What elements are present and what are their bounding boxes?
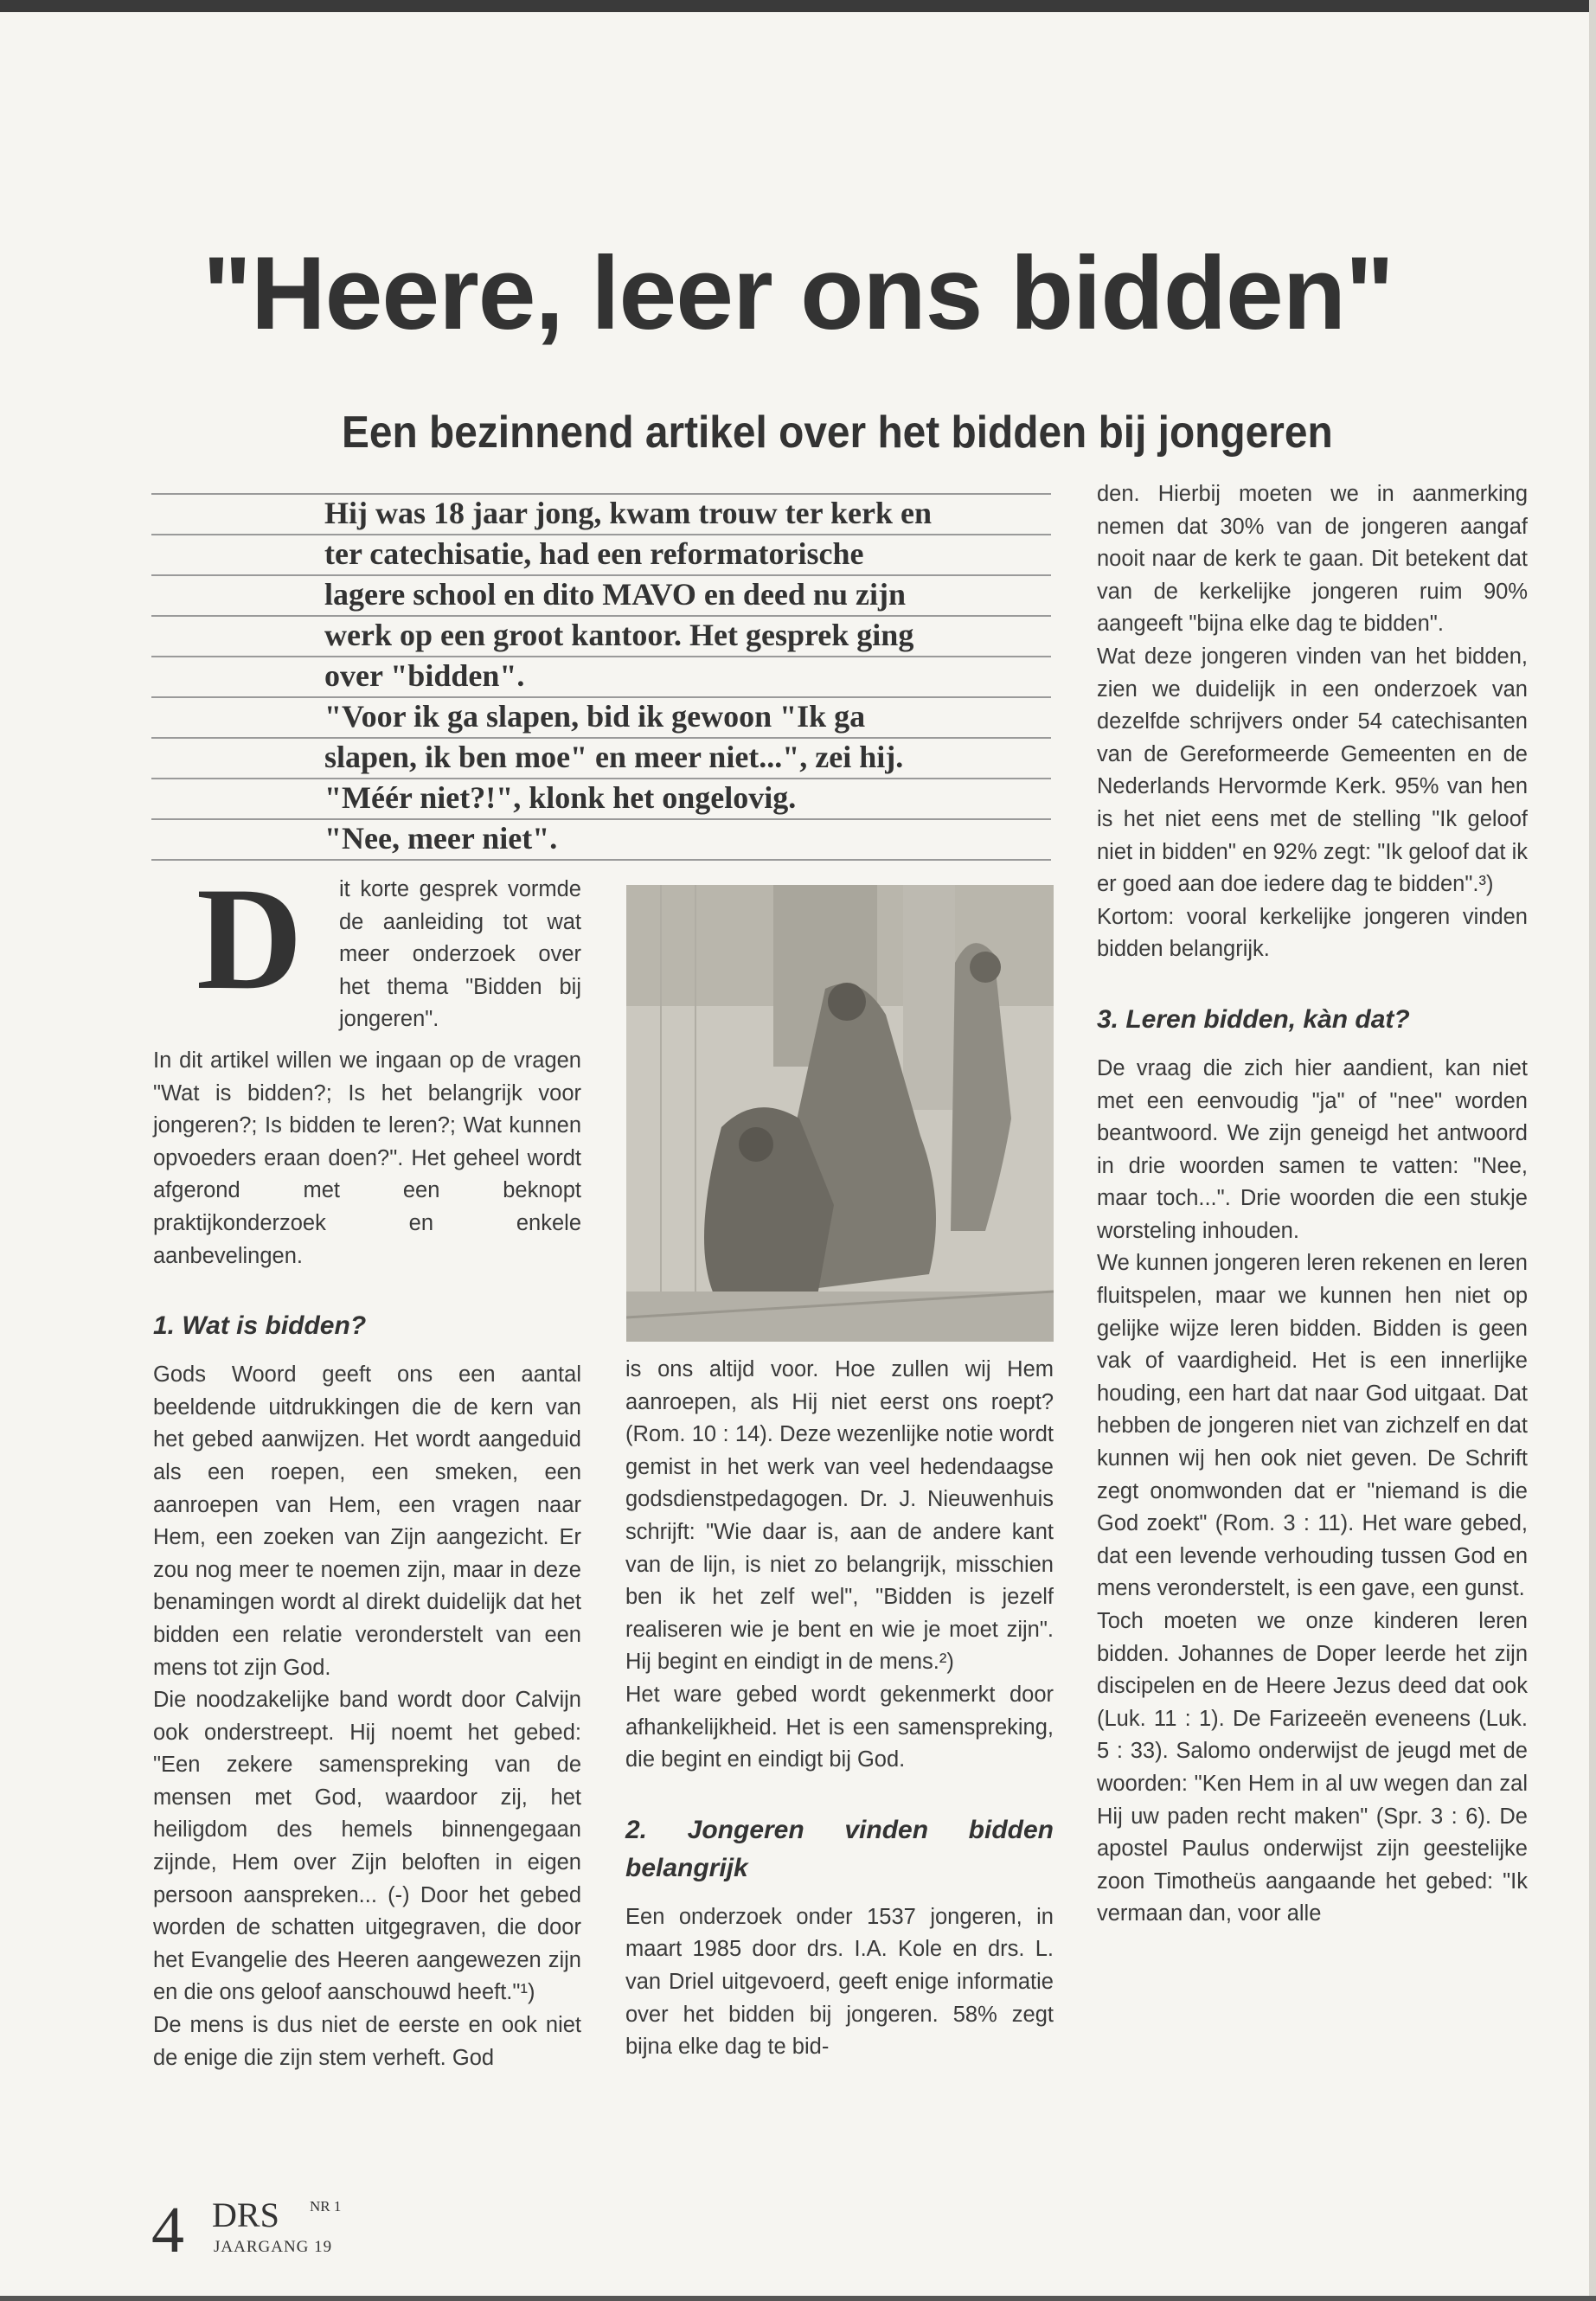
paragraph: is ons altijd voor. Hoe zullen wij Hem aanroepen, als Hij niet eerst ons roept? (Rom. 10 : 14). Deze wezenlijke notie wordt gemist in het werk van veel hedendaagse godsdienstpedagogen. Dr. J. Nieuwenhuis schrijft: "Wie daar is, aan de andere kant van de lijn, is niet zo belangrijk, misschien ben ik het zelf wel", "Bidden is jezelf realiseren wie je bent en wie je moet zijn". Hij begint en eindigt in de mens.²) [625,1357,1054,1675]
paragraph: Het ware gebed wordt gekenmerkt door afhankelijkheid. Het is een samenspreking, die begint en eindigt bij God. [625,1682,1054,1772]
paragraph: We kunnen jongeren leren rekenen en leren fluitspelen, maar we kunnen hen niet op gelijke wijze leren bidden. Bidden is geen vak of vaardigheid. Het is een innerlijke houding, een hart dat naar God uitgaat. Dat hebben de jongeren niet van zichzelf en dat kunnen wij hen ook niet geven. De Schrift zegt onomwonden dat er "niemand is die God zoekt" (Rom. 3 : 11). Het ware gebed, dat een levende verhouding tussen God en mens veronderstelt, is een gave, een gunst. [1097,1251,1528,1601]
dropcap-text: it korte gesprek vormde de aanleiding tot wat meer onderzoek over het thema "Bidden bij jongeren". [339,877,581,1032]
etching-illustration [626,885,1054,1342]
paragraph: Toch moeten we onze kinderen leren bidden. Johannes de Doper leerde het zijn discipelen en de Heere Jezus deed dat ook (Luk. 11 : 1). De Farizeeën eveneens (Luk. 5 : 33). Salomo onderwijst de jeugd met de woorden: "Ken Hem in al uw wegen dan zal Hij uw paden recht maken" (Spr. 3 : 6). De apostel Paulus onderwijst zijn geestelijke zoon Timotheüs aangaande het gebed: "Ik vermaan dan, voor alle [1097,1609,1528,1926]
paragraph: De mens is dus niet de eerste en ook niet de enige die zijn stem verheft. God [153,2013,581,2070]
etching-drawing [626,885,1054,1342]
intro-line: "Nee, meer niet". [151,818,1051,861]
intro-line: slapen, ik ben moe" en meer niet...", zei hij. [151,737,1051,778]
section-heading-2: 2. Jongeren vinden bidden belangrijk [625,1815,1054,1882]
paragraph: Kortom: vooral kerkelijke jongeren vinden bidden belangrijk. [1097,904,1528,962]
paragraph: Die noodzakelijke band wordt door Calvijn ook onderstreept. Hij noemt het gebed: "Een zekere samenspreking van de mensen met God, waardoor zij, het heiligdom des hemels binnengegaan zijnde, Hem over Zijn beloften in eigen persoon aanspreken... (-) Door het gebed worden de schatten uitgegraven, die door het Evangelie des Heeren aangewezen zijn en die ons geloof aanschouwd heeft."¹) [153,1688,581,2005]
paragraph: In dit artikel willen we ingaan op de vragen "Wat is bidden?; Is het belangrijk voor jongeren?; Is bidden te leren?; Wat kunnen opvoeders eraan doen?". Het geheel wordt afgerond met een beknopt praktijkonderzoek en enkele aanbevelingen. [153,1048,581,1268]
paragraph: den. Hierbij moeten we in aanmerking nemen dat 30% van de jongeren aangaf nooit naar de kerk te gaan. Dit betekent dat van de kerkelijke jongeren ruim 90% aangeeft "bijna elke dag te bidden". [1097,482,1528,637]
column-3 [1097,478,1528,1931]
paragraph: Een onderzoek onder 1537 jongeren, in maart 1985 door drs. I.A. Kole en drs. L. van Driel uitgevoerd, geeft enige informatie over het bidden bij jongeren. 58% zegt bijna elke dag te bid- [625,1904,1054,2060]
magazine-name: DRS [212,2195,279,2234]
paragraph: Gods Woord geeft ons een aantal beeldende uitdrukkingen die de kern van het gebed aanwijzen. Het wordt aangeduid als een roepen, een smeken, een aanroepen van Hem, een vragen naar Hem, een zoeken van Zijn aangezicht. Er zou nog meer te noemen zijn, maar in deze benamingen wordt al direkt duidelijk dat het bidden een relatie veronderstelt van een mens tot zijn God. [153,1362,581,1680]
intro-line: ter catechisatie, had een reformatorische [151,534,1051,574]
intro-line: over "bidden". [151,656,1051,696]
intro-line: lagere school en dito MAVO en deed nu zijn [151,574,1051,615]
dropcap-block [153,857,581,1045]
column-2 [625,1354,1054,2064]
page-number: 4 [151,2194,184,2266]
intro-quote [151,493,1051,861]
article-title: "Heere, leer ons bidden" [202,235,1394,351]
section-heading-3: 3. Leren bidden, kàn dat? [1097,1004,1410,1034]
issue-number: NR 1 [310,2198,342,2214]
paragraph: De vraag die zich hier aandient, kan niet met een eenvoudig "ja" of "nee" worden beantwoord. We zijn geneigd het antwoord in drie woorden samen te vatten: "Nee, maar toch...". Drie woorden die een stukje worsteling inhouden. [1097,1055,1528,1243]
intro-line: "Voor ik ga slapen, bid ik gewoon "Ik ga [151,696,1051,737]
intro-line: Hij was 18 jaar jong, kwam trouw ter kerk en [151,493,1051,534]
article-subtitle: Een bezinnend artikel over het bidden bij jongeren [342,407,1333,458]
column-1 [153,857,581,2074]
section-heading-1: 1. Wat is bidden? [153,1311,367,1341]
paragraph: Wat deze jongeren vinden van het bidden, zien we duidelijk in een onderzoek van dezelfde schrijvers onder 54 catechisanten van de Gereformeerde Gemeenten en de Nederlands Hervormde Kerk. 95% van hen is het niet eens met de stelling "Ik geloof niet in bidden" en 92% zegt: "Ik geloof dat ik er goed aan doe iedere dag te bidden".³) [1097,644,1528,897]
dropcap-letter: D [196,857,303,1020]
volume-label: JAARGANG 19 [214,2238,333,2256]
intro-line: werk op een groot kantoor. Het gesprek ging [151,615,1051,656]
bottom-border [0,2296,1596,2301]
intro-line: "Méér niet?!", klonk het ongelovig. [151,778,1051,818]
top-border [0,0,1596,12]
